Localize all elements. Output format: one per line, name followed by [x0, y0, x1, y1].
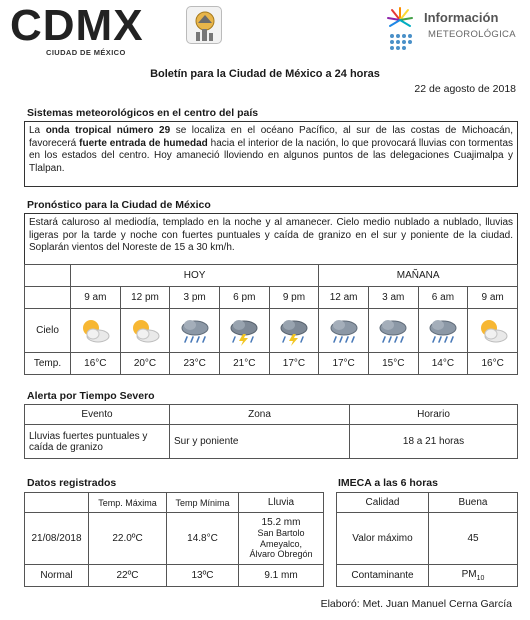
info-title: Información: [424, 10, 499, 25]
rain-cloud-icon: [170, 309, 220, 353]
cdmx-logo-subtitle: CIUDAD DE MÉXICO: [46, 48, 126, 57]
forecast-hours-row: [25, 287, 518, 309]
alerta-title: Alerta por Tiempo Severo: [27, 390, 155, 402]
forecast-icons-row: [25, 309, 518, 353]
forecast-temp: 16°C: [71, 353, 121, 375]
datos-table: [24, 492, 324, 587]
storm-cloud-icon: [269, 309, 319, 353]
header: [0, 0, 530, 62]
forecast-temps-row: [25, 353, 518, 375]
forecast-temp: 20°C: [120, 353, 170, 375]
alerta-col-evento: Evento: [25, 405, 170, 425]
lluvia-place: Ameyalco,: [259, 538, 303, 549]
forecast-table: [24, 264, 518, 375]
forecast-hour: 3 am: [368, 287, 418, 309]
datos-col-max: Temp. Máxima: [89, 493, 167, 513]
sistemas-text-part: se localiza en el océano Pacífico, al sur de las costas de Michoacán, favorecerá: [29, 125, 514, 149]
elaboro-footer: Elaboró: Met. Juan Manuel Cerna García: [320, 598, 512, 610]
forecast-temp: 14°C: [418, 353, 468, 375]
datos-corner-cell: [25, 493, 89, 513]
pm-sub: 10: [476, 575, 485, 582]
imeca-title: IMECA a las 6 horas: [338, 477, 438, 489]
cielo-label: Cielo: [25, 309, 71, 353]
forecast-hour: 12 am: [319, 287, 369, 309]
alerta-zona: Sur y poniente: [170, 425, 350, 459]
datos-row1-label: 21/08/2018: [25, 513, 89, 565]
forecast-hour: 9 pm: [269, 287, 319, 309]
datos-row1-max: 22.0ºC: [89, 513, 167, 565]
forecast-hour: 3 pm: [170, 287, 220, 309]
datos-row2-lluvia: 9.1 mm: [239, 565, 324, 587]
datos-row2-min: 13ºC: [167, 565, 239, 587]
alerta-col-horario: Horario: [350, 405, 518, 425]
lluvia-amount: 15.2 mm: [261, 516, 301, 528]
imeca-col-calidad: Calidad: [337, 493, 429, 513]
alerta-col-zona: Zona: [170, 405, 350, 425]
alerta-table: [24, 404, 518, 459]
forecast-temp: 21°C: [219, 353, 269, 375]
sistemas-text-part: La: [29, 125, 46, 136]
forecast-temp: 17°C: [319, 353, 369, 375]
pronostico-text: Estará caluroso al mediodía, templado en la noche y al amanecer. Cielo medio nublado a nublado, lluvias ligeras por la tarde y noche con fuertes puntuales y caída de granizo en el sur y poniente de la ciudad. Soplarán vientos del Noreste de 15 a 30 km/h.: [24, 213, 518, 265]
datos-row2-label: Normal: [25, 565, 89, 587]
forecast-hour: 6 pm: [219, 287, 269, 309]
datos-col-lluvia: Lluvia: [239, 493, 324, 513]
partly-sunny-icon: [71, 309, 121, 353]
forecast-hour: 6 am: [418, 287, 468, 309]
bulletin-date: 22 de agosto de 2018: [414, 83, 516, 95]
forecast-corner-cell: [25, 287, 71, 309]
sistemas-text-bold: onda tropical número 29: [45, 125, 171, 136]
partly-sunny-icon: [120, 309, 170, 353]
lluvia-place: San Bartolo: [257, 528, 305, 538]
imeca-table: [336, 492, 518, 587]
datos-title: Datos registrados: [27, 477, 117, 489]
sistemas-text: [24, 121, 518, 187]
forecast-day-row: [25, 265, 518, 287]
forecast-temp: 17°C: [269, 353, 319, 375]
day-header-hoy: HOY: [71, 265, 319, 287]
temp-label: Temp.: [25, 353, 71, 375]
bulletin-title: Boletín para la Ciudad de México a 24 horas: [150, 68, 380, 80]
datos-row2-max: 22ºC: [89, 565, 167, 587]
alerta-horario: 18 a 21 horas: [350, 425, 518, 459]
imeca-row2-value: [429, 565, 518, 587]
sistemas-text-part: hacia el interior de la nación, lo que provocará lluvias con tormentas en los estados del centro. Hoy amaneció lloviendo en algunos puntos de las delegaciones Cuajimalpa y Tlalpan.: [29, 137, 513, 174]
forecast-hour: 9 am: [468, 287, 518, 309]
sistemas-text-bold: fuerte entrada de humedad: [79, 137, 208, 149]
pronostico-title: Pronóstico para la Ciudad de México: [27, 199, 211, 211]
storm-cloud-icon: [219, 309, 269, 353]
day-header-manana: MAÑANA: [319, 265, 518, 287]
info-subtitle: METEOROLÓGICA: [428, 29, 516, 40]
forecast-hour: 12 pm: [120, 287, 170, 309]
forecast-hour: 9 am: [71, 287, 121, 309]
partly-sunny-icon: [468, 309, 518, 353]
meteo-logo-icon: [386, 6, 426, 52]
rain-cloud-icon: [418, 309, 468, 353]
sistemas-title: Sistemas meteorológicos en el centro del país: [27, 107, 259, 119]
forecast-temp: 15°C: [368, 353, 418, 375]
imeca-row1-label: Valor máximo: [337, 513, 429, 565]
forecast-temp: 16°C: [468, 353, 518, 375]
alerta-evento: Lluvias fuertes puntuales y caída de granizo: [25, 425, 170, 459]
rain-cloud-icon: [319, 309, 369, 353]
datos-row1-lluvia: [239, 513, 324, 565]
cdmx-logo: CDMX: [10, 1, 144, 50]
datos-col-min: Temp Mínima: [167, 493, 239, 513]
forecast-temp: 23°C: [170, 353, 220, 375]
civil-protection-badge-icon: [186, 6, 222, 44]
pm-main: PM: [461, 569, 477, 580]
imeca-row2-label: Contaminante: [337, 565, 429, 587]
forecast-corner-cell: [25, 265, 71, 287]
rain-cloud-icon: [368, 309, 418, 353]
lluvia-place: Álvaro Obregón: [249, 549, 313, 559]
imeca-col-buena: Buena: [429, 493, 518, 513]
datos-row1-min: 14.8°C: [167, 513, 239, 565]
imeca-row1-value: 45: [429, 513, 518, 565]
